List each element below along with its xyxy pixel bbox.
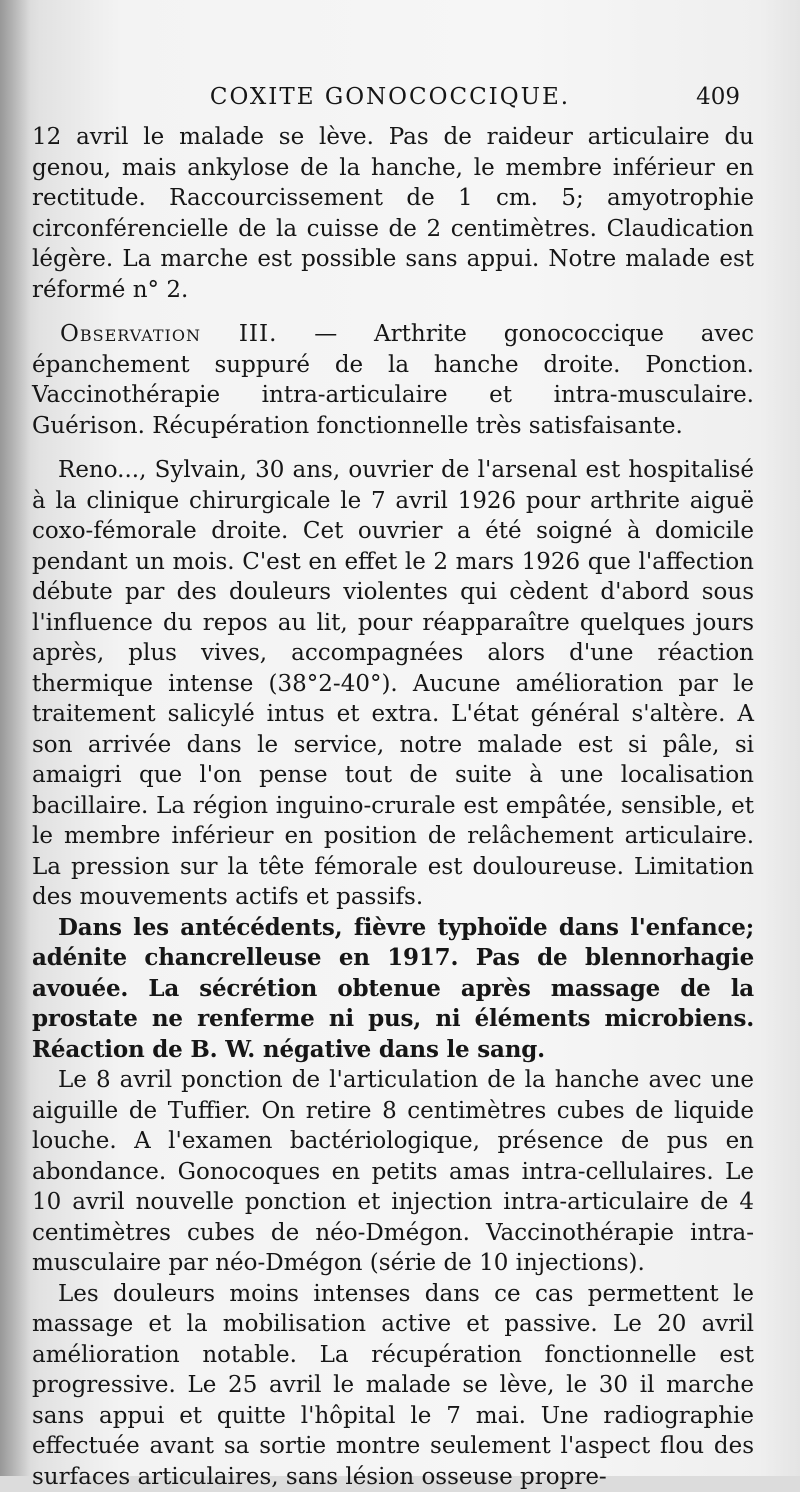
page-body [32,122,754,1492]
observation-summary: — Arthrite gonococcique avec épanchement suppuré de la hanche droite. Ponction. Vaccinothérapie intra-articulaire et intra-musculaire. Guérison. Récupération fonctionnelle très satisfaisante. [32,321,754,439]
paragraph-case-history: Reno..., Sylvain, 30 ans, ouvrier de l'arsenal est hospitalisé à la clinique chirurgicale le 7 avril 1926 pour arthrite aiguë coxo-fémorale droite. Cet ouvrier a été soigné à domicile pendant un mois. C'est en effet le 2 mars 1926 que l'affection débute par des douleurs violentes qui cèdent d'abord sous l'influence du repos au lit, pour réapparaître quelques jours après, plus vives, accompagnées alors d'une réaction thermique intense (38°2-40°). Aucune amélioration par le traitement salicylé intus et extra. L'état général s'altère. A son arrivée dans le service, notre malade est si pâle, si amaigri que l'on pense tout de suite à une localisation bacillaire. La région inguino-crurale est empâtée, sensible, et le membre inférieur en position de relâchement articulaire. La pression sur la tête fémorale est douloureuse. Limitation des mouvements actifs et passifs. [32,455,754,913]
running-header [40,84,740,116]
binding-shadow [0,0,30,1476]
paragraph-treatment: Le 8 avril ponction de l'articulation de la hanche avec une aiguille de Tuffier. On retire 8 centimètres cubes de liquide louche. A l'examen bactériologique, présence de pus en abondance. Gonocoques en petits amas intra-cellulaires. Le 10 avril nouvelle ponction et injection intra-articulaire de 4 centimètres cubes de néo-Dmégon. Vaccinothérapie intra-musculaire par néo-Dmégon (série de 10 injections). [32,1065,754,1279]
paragraph-recovery-1: 12 avril le malade se lève. Pas de raideur articulaire du genou, mais ankylose de la hanche, le membre inférieur en rectitude. Raccourcissement de 1 cm. 5; amyotrophie circonférencielle de la cuisse de 2 centimètres. Claudication légère. La marche est possible sans appui. Notre malade est réformé n° 2. [32,122,754,305]
paragraph-antecedents: Dans les antécédents, fièvre typhoïde dans l'enfance; adénite chancrelleuse en 1917. Pas de blennorhagie avouée. La sécrétion obtenue après massage de la prostate ne renferme ni pus, ni éléments microbiens. Réaction de B. W. négative dans le sang. [32,913,754,1066]
page-number: 409 [696,84,740,110]
observation-heading [32,319,754,441]
paragraph-outcome: Les douleurs moins intenses dans ce cas permettent le massage et la mobilisation active et passive. Le 20 avril amélioration notable. La récupération fonctionnelle est progressive. Le 25 avril le malade se lève, le 30 il marche sans appui et quitte l'hôpital le 7 mai. Une radiographie effectuée avant sa sortie montre seulement l'aspect flou des surfaces articulaires, sans lésion osseuse propre- [32,1279,754,1492]
observation-label: Observation III. [60,321,277,347]
running-title: COXITE GONOCOCCIQUE. [40,84,740,110]
